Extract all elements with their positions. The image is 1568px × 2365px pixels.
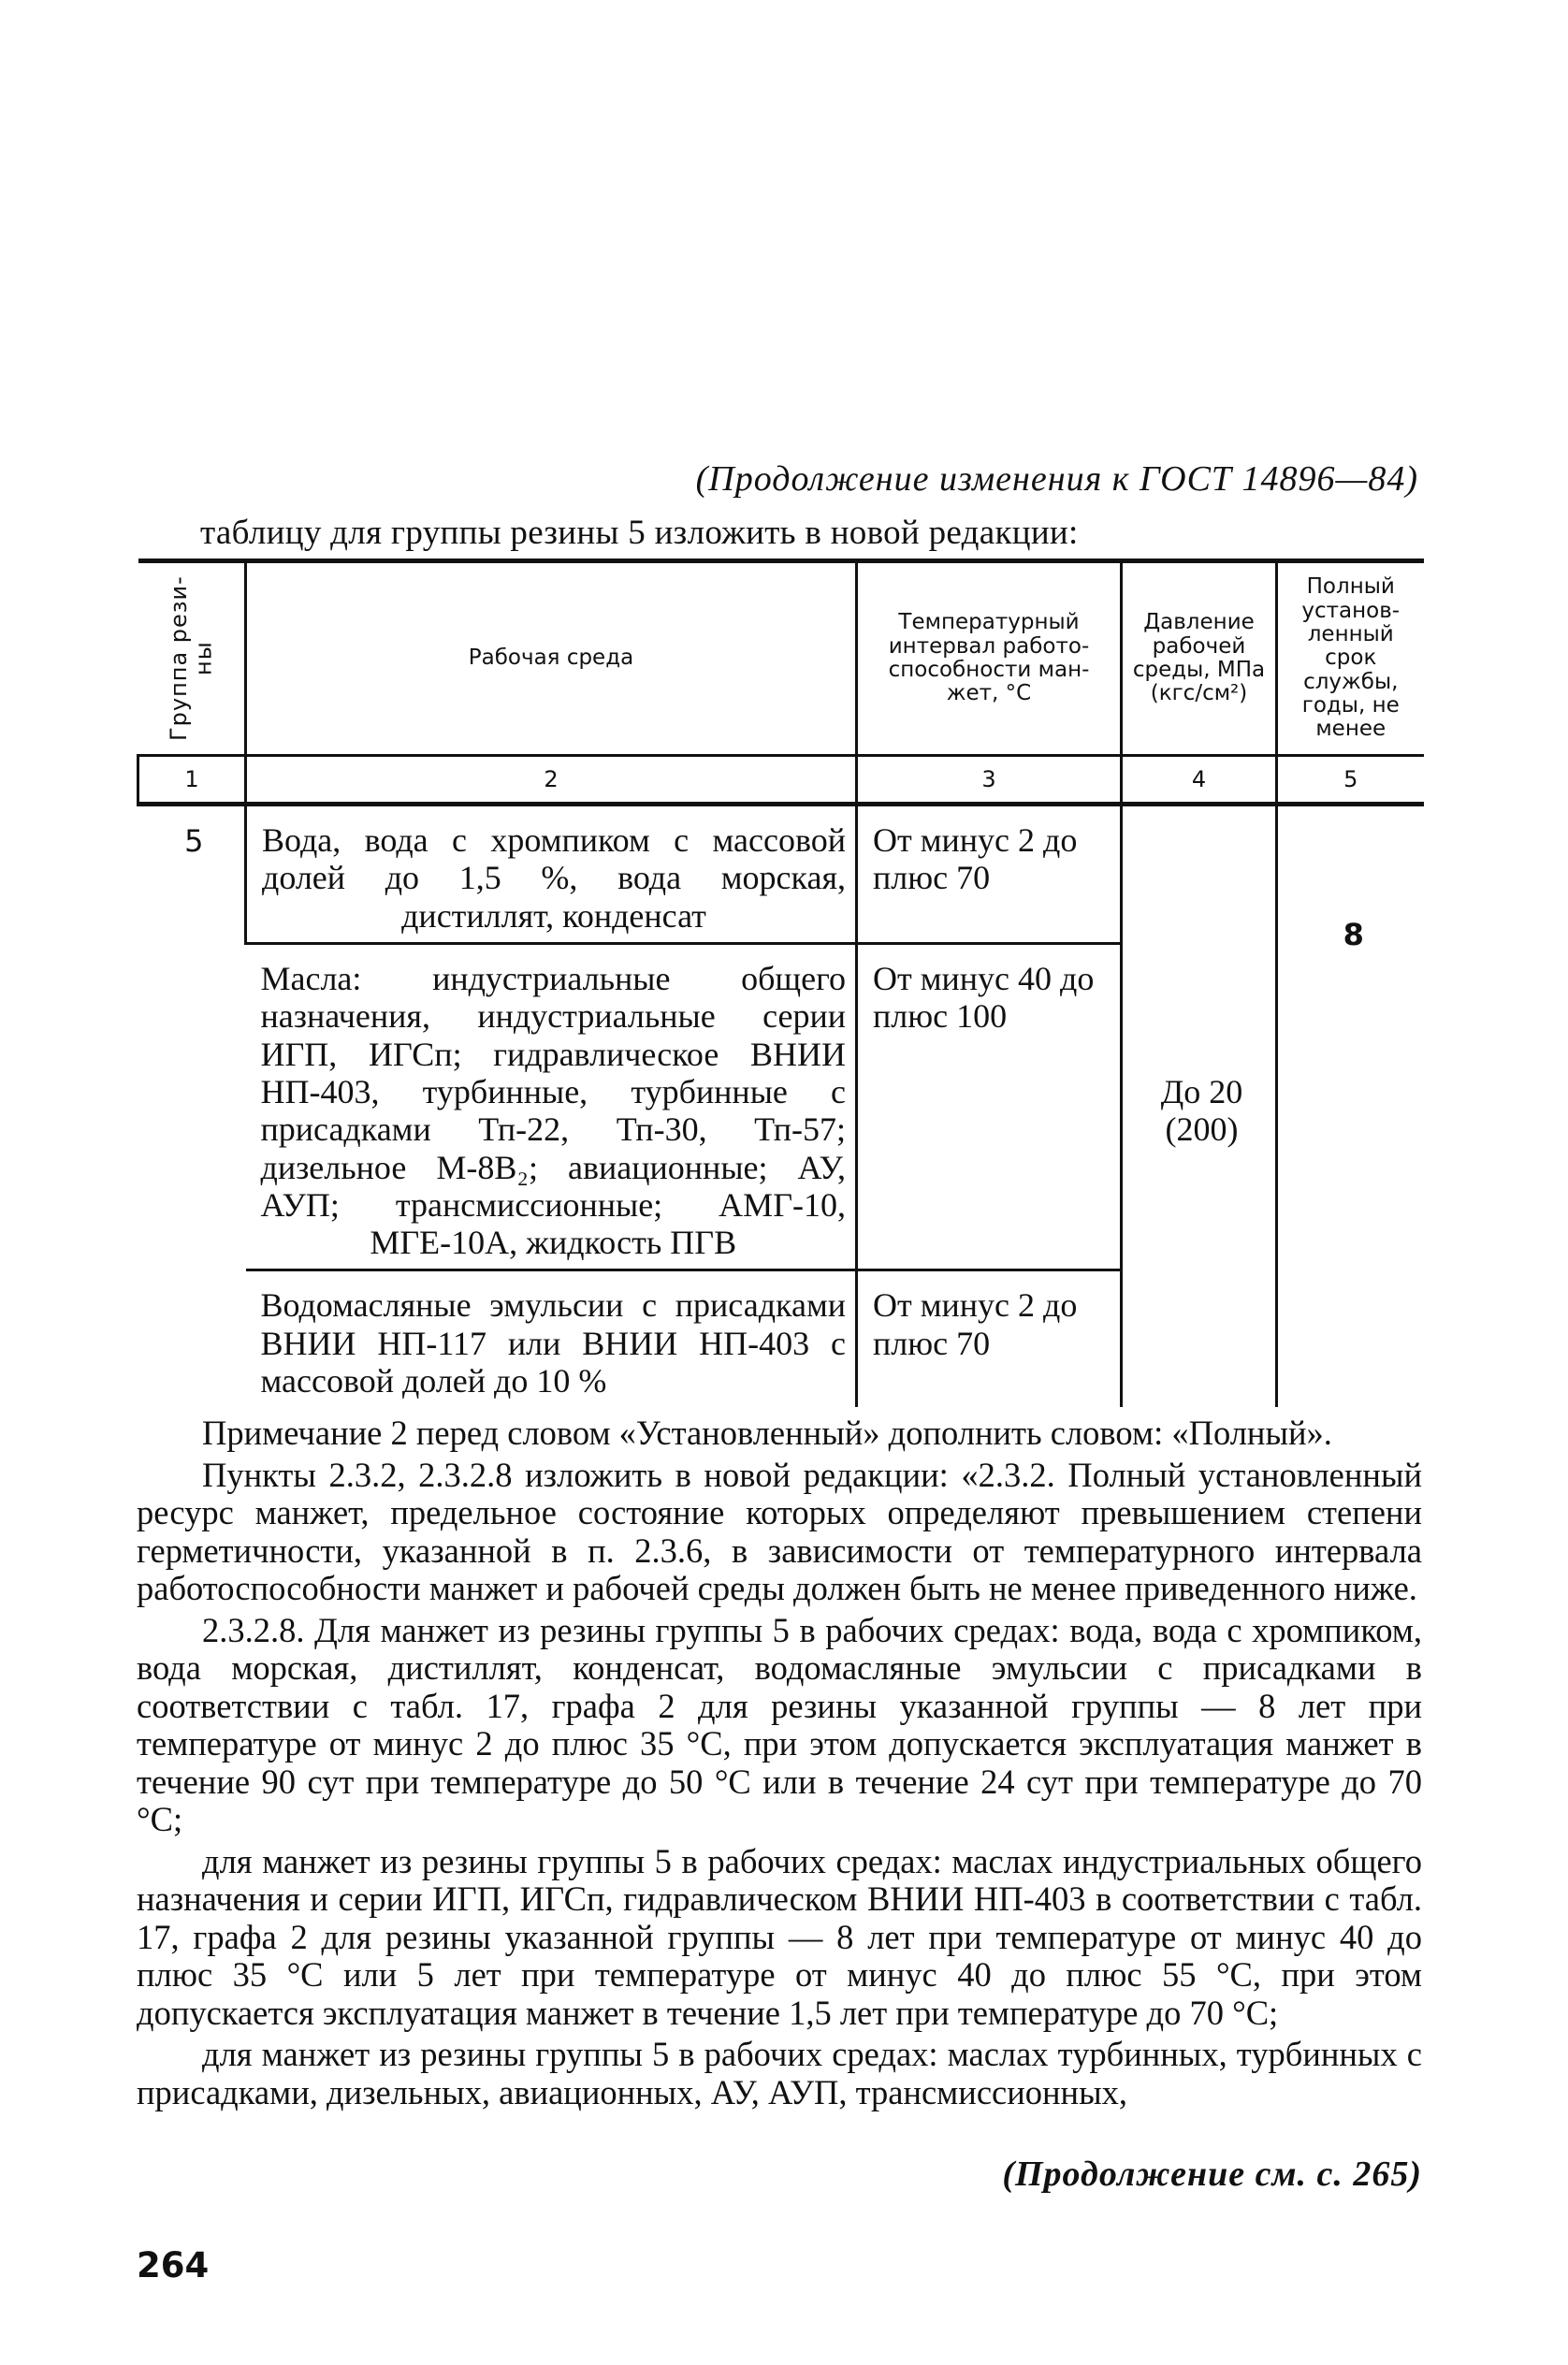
temperature-range-cell: От минус 2 до плюс 70 (857, 1270, 1122, 1407)
header-rubber-group-label: Группа рези-ны (165, 575, 217, 742)
body-paragraph: для манжет из резины группы 5 в рабочих средах: маслах турбинных, турбинных с присадками, дизельных, авиационных, АУ, АУП, трансмиссионных, (137, 2035, 1422, 2111)
table-row (138, 805, 1424, 944)
continuation-note: (Продолжение см. с. 265) (1002, 2155, 1422, 2194)
pressure-value: До 20 (200) (1122, 805, 1277, 1408)
column-number: 1 (138, 756, 246, 805)
body-text (137, 1415, 1422, 2115)
page-number: 264 (137, 2245, 210, 2285)
note-paragraph: Примечание 2 перед словом «Установленный» дополнить словом: «Полный». (202, 1414, 1332, 1452)
rubber-group-table (137, 559, 1424, 1407)
temperature-range-cell: От минус 2 до плюс 70 (857, 805, 1122, 944)
intro-line: таблицу для группы резины 5 изложить в новой редакции: (200, 514, 1079, 552)
column-number: 4 (1122, 756, 1277, 805)
column-number: 5 (1277, 756, 1424, 805)
header-working-medium: Рабочая среда (246, 561, 857, 756)
body-paragraph: Пункты 2.3.2, 2.3.2.8 изложить в новой редакции: «2.3.2. Полный установленный ресурс манжет, предельное состояние которых определяют превышением степени герметичности, указанной в п. 2.3.6, в зависимости от температурного интервала работоспособности манжет и рабочей среды должен быть не менее приведенного ниже. (137, 1455, 1422, 1607)
body-paragraph: 2.3.2.8. Для манжет из резины группы 5 в рабочих средах: вода, вода с хромпиком, вода морская, дистиллят, конденсат, водомасляные эмульсии с присадками в соответствии с табл. 17, графа 2 для резины указанной группы — 8 лет при температуре от минус 2 до плюс 35 °С, при этом допускается эксплуатация манжет в течение 90 сут при температуре до 50 °С или в течение 24 сут при температуре до 70 °С; (137, 1610, 1422, 1838)
running-head: (Продолжение изменения к ГОСТ 14896—84) (695, 459, 1418, 499)
header-service-life: Полный установ-ленный срок службы, годы, не менее (1277, 561, 1424, 756)
rubber-group-value: 5 (184, 823, 204, 859)
column-number: 3 (857, 756, 1122, 805)
header-temperature-range: Температурный интервал работо-способности ман-жет, °С (857, 561, 1122, 756)
body-paragraph: для манжет из резины группы 5 в рабочих средах: маслах индустриальных общего назначения и серии ИГП, ИГСп, гидравлическом ВНИИ НП-403 в соответствии с табл. 17, графа 2 для резины указанной группы — 8 лет при температуре от минус 40 до плюс 35 °С или 5 лет при температуре от минус 40 до плюс 55 °С, при этом допускается эксплуатация манжет в течение 1,5 лет при температуре до 70 °С; (137, 1841, 1422, 2032)
service-life-value: 8 (1277, 805, 1424, 1408)
working-medium-cell: Вода, вода с хромпиком с массовой долей до 1,5 %, вода морская, дистиллят, конденсат (246, 805, 857, 944)
column-number: 2 (246, 756, 857, 805)
working-medium-cell: Водомасляные эмульсии с присадками ВНИИ НП-117 или ВНИИ НП-403 с массовой долей до 10 % (246, 1270, 857, 1407)
header-rubber-group (138, 561, 246, 756)
header-pressure: Давление рабочей среды, МПа (кгс/см²) (1122, 561, 1277, 756)
temperature-range-cell: От минус 40 до плюс 100 (857, 943, 1122, 1270)
working-medium-cell: Масла: индустриальные общего назначения, индустриальные серии ИГП, ИГСп; гидравлическое ВНИИ НП-403, турбинные, турбинные с присадками Тп-22, Тп-30, Тп-57; дизельное М-8В₂; авиационные; АУ, АУП; трансмиссионные; АМГ-10, МГЕ-10А, жидкость ПГВ (246, 943, 857, 1270)
